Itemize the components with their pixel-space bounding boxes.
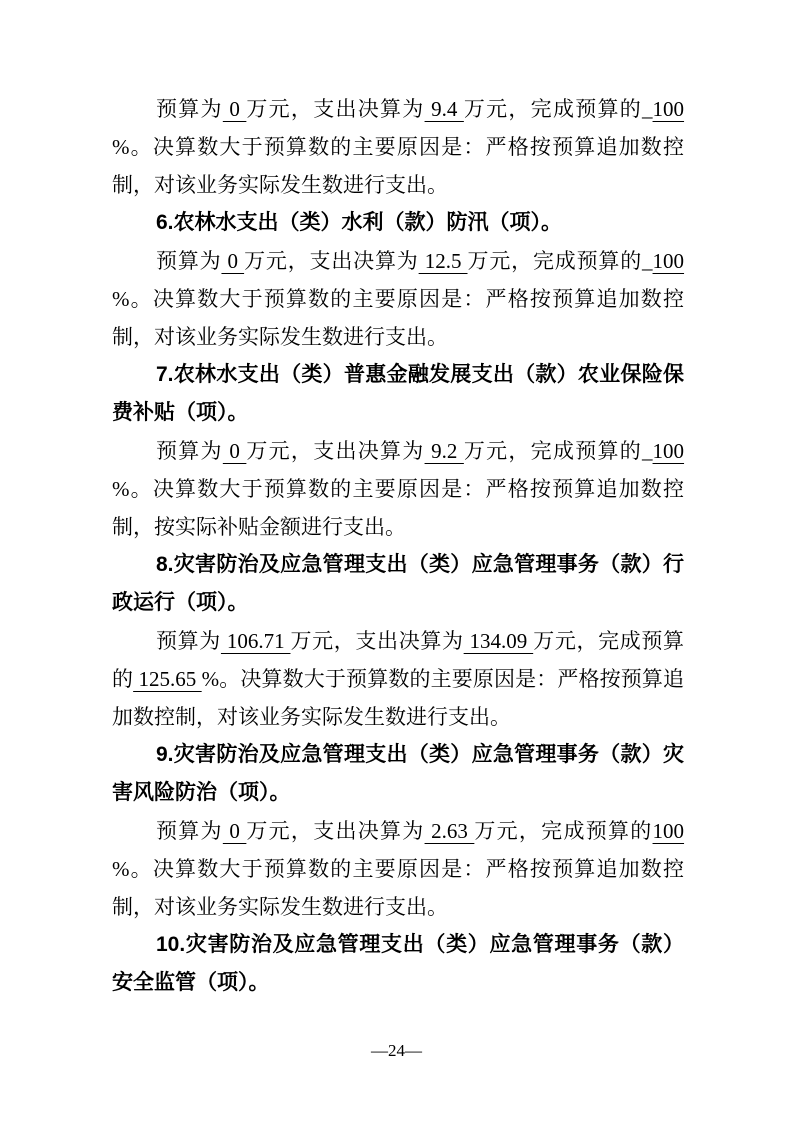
text-run: 预算为 [156,439,223,463]
body-paragraph [112,622,684,736]
document-body [112,90,684,1002]
section-heading: 7.农林水支出（类）普惠金融发展支出（款）农业保险保费补贴（项）。 [112,363,684,424]
text-run: 万元，支出决算为 [246,439,425,463]
underlined-value: 2.63 [424,819,475,843]
underlined-value: 0 [222,97,247,121]
text-run: %。决算数大于预算数的主要原因是：严格按预算追加数控制，对该业务实际发生数进行支出。 [112,287,684,349]
underlined-value: 100 [652,819,685,843]
text-run: 万元，支出决算为 [244,249,419,273]
underlined-value: 9.4 [424,97,464,121]
text-run: 预算为 [156,249,222,273]
underlined-value: 0 [221,249,245,273]
text-run: 万元，完成预算的 [112,629,685,691]
text-run: 预算为 [156,629,221,653]
underlined-value: 9.2 [424,439,464,463]
underlined-value: 0 [222,819,247,843]
section-heading: 6.农林水支出（类）水利（款）防汛（项）。 [156,211,563,234]
text-run: 万元，完成预算的_ [467,249,653,273]
text-run: 万元，支出决算为 [246,819,425,843]
text-run: %。决算数大于预算数的主要原因是：严格按预算追加数控制，对该业务实际发生数进行支出。 [112,857,684,919]
text-run: 万元，支出决算为 [246,97,425,121]
text-run: 万元，支出决算为 [290,629,464,653]
body-paragraph [112,812,684,926]
text-run: 预算为 [156,819,223,843]
text-run: %。决算数大于预算数的主要原因是：严格按预算追加数控制，对该业务实际发生数进行支出。 [112,667,685,729]
page-number: —24— [371,1041,422,1060]
body-paragraph [112,432,684,546]
underlined-value: 100 [652,249,685,273]
underlined-value: 12.5 [418,249,468,273]
text-run: %。决算数大于预算数的主要原因是：严格按预算追加数控制，对该业务实际发生数进行支出。 [112,135,684,197]
text-run: 万元，完成预算的 [474,819,653,843]
text-run: %。决算数大于预算数的主要原因是：严格按预算追加数控制，按实际补贴金额进行支出。 [112,477,684,539]
body-paragraph [112,242,684,356]
text-run: 预算为 [156,97,223,121]
underlined-value: 125.65 [133,667,202,691]
underlined-value: 106.71 [220,629,291,653]
section-heading: 8.灾害防治及应急管理支出（类）应急管理事务（款）行政运行（项）。 [112,553,684,614]
section-heading: 10.灾害防治及应急管理支出（类）应急管理事务（款）安全监管（项）。 [112,933,684,994]
section-heading: 9.灾害防治及应急管理支出（类）应急管理事务（款）灾害风险防治（项）。 [112,743,684,804]
text-run: 万元，完成预算的_ [463,97,653,121]
underlined-value: 0 [222,439,247,463]
underlined-value: 100 [652,97,685,121]
underlined-value: 100 [652,439,685,463]
body-paragraph [112,90,684,204]
underlined-value: 134.09 [463,629,534,653]
text-run: 万元，完成预算的_ [463,439,653,463]
